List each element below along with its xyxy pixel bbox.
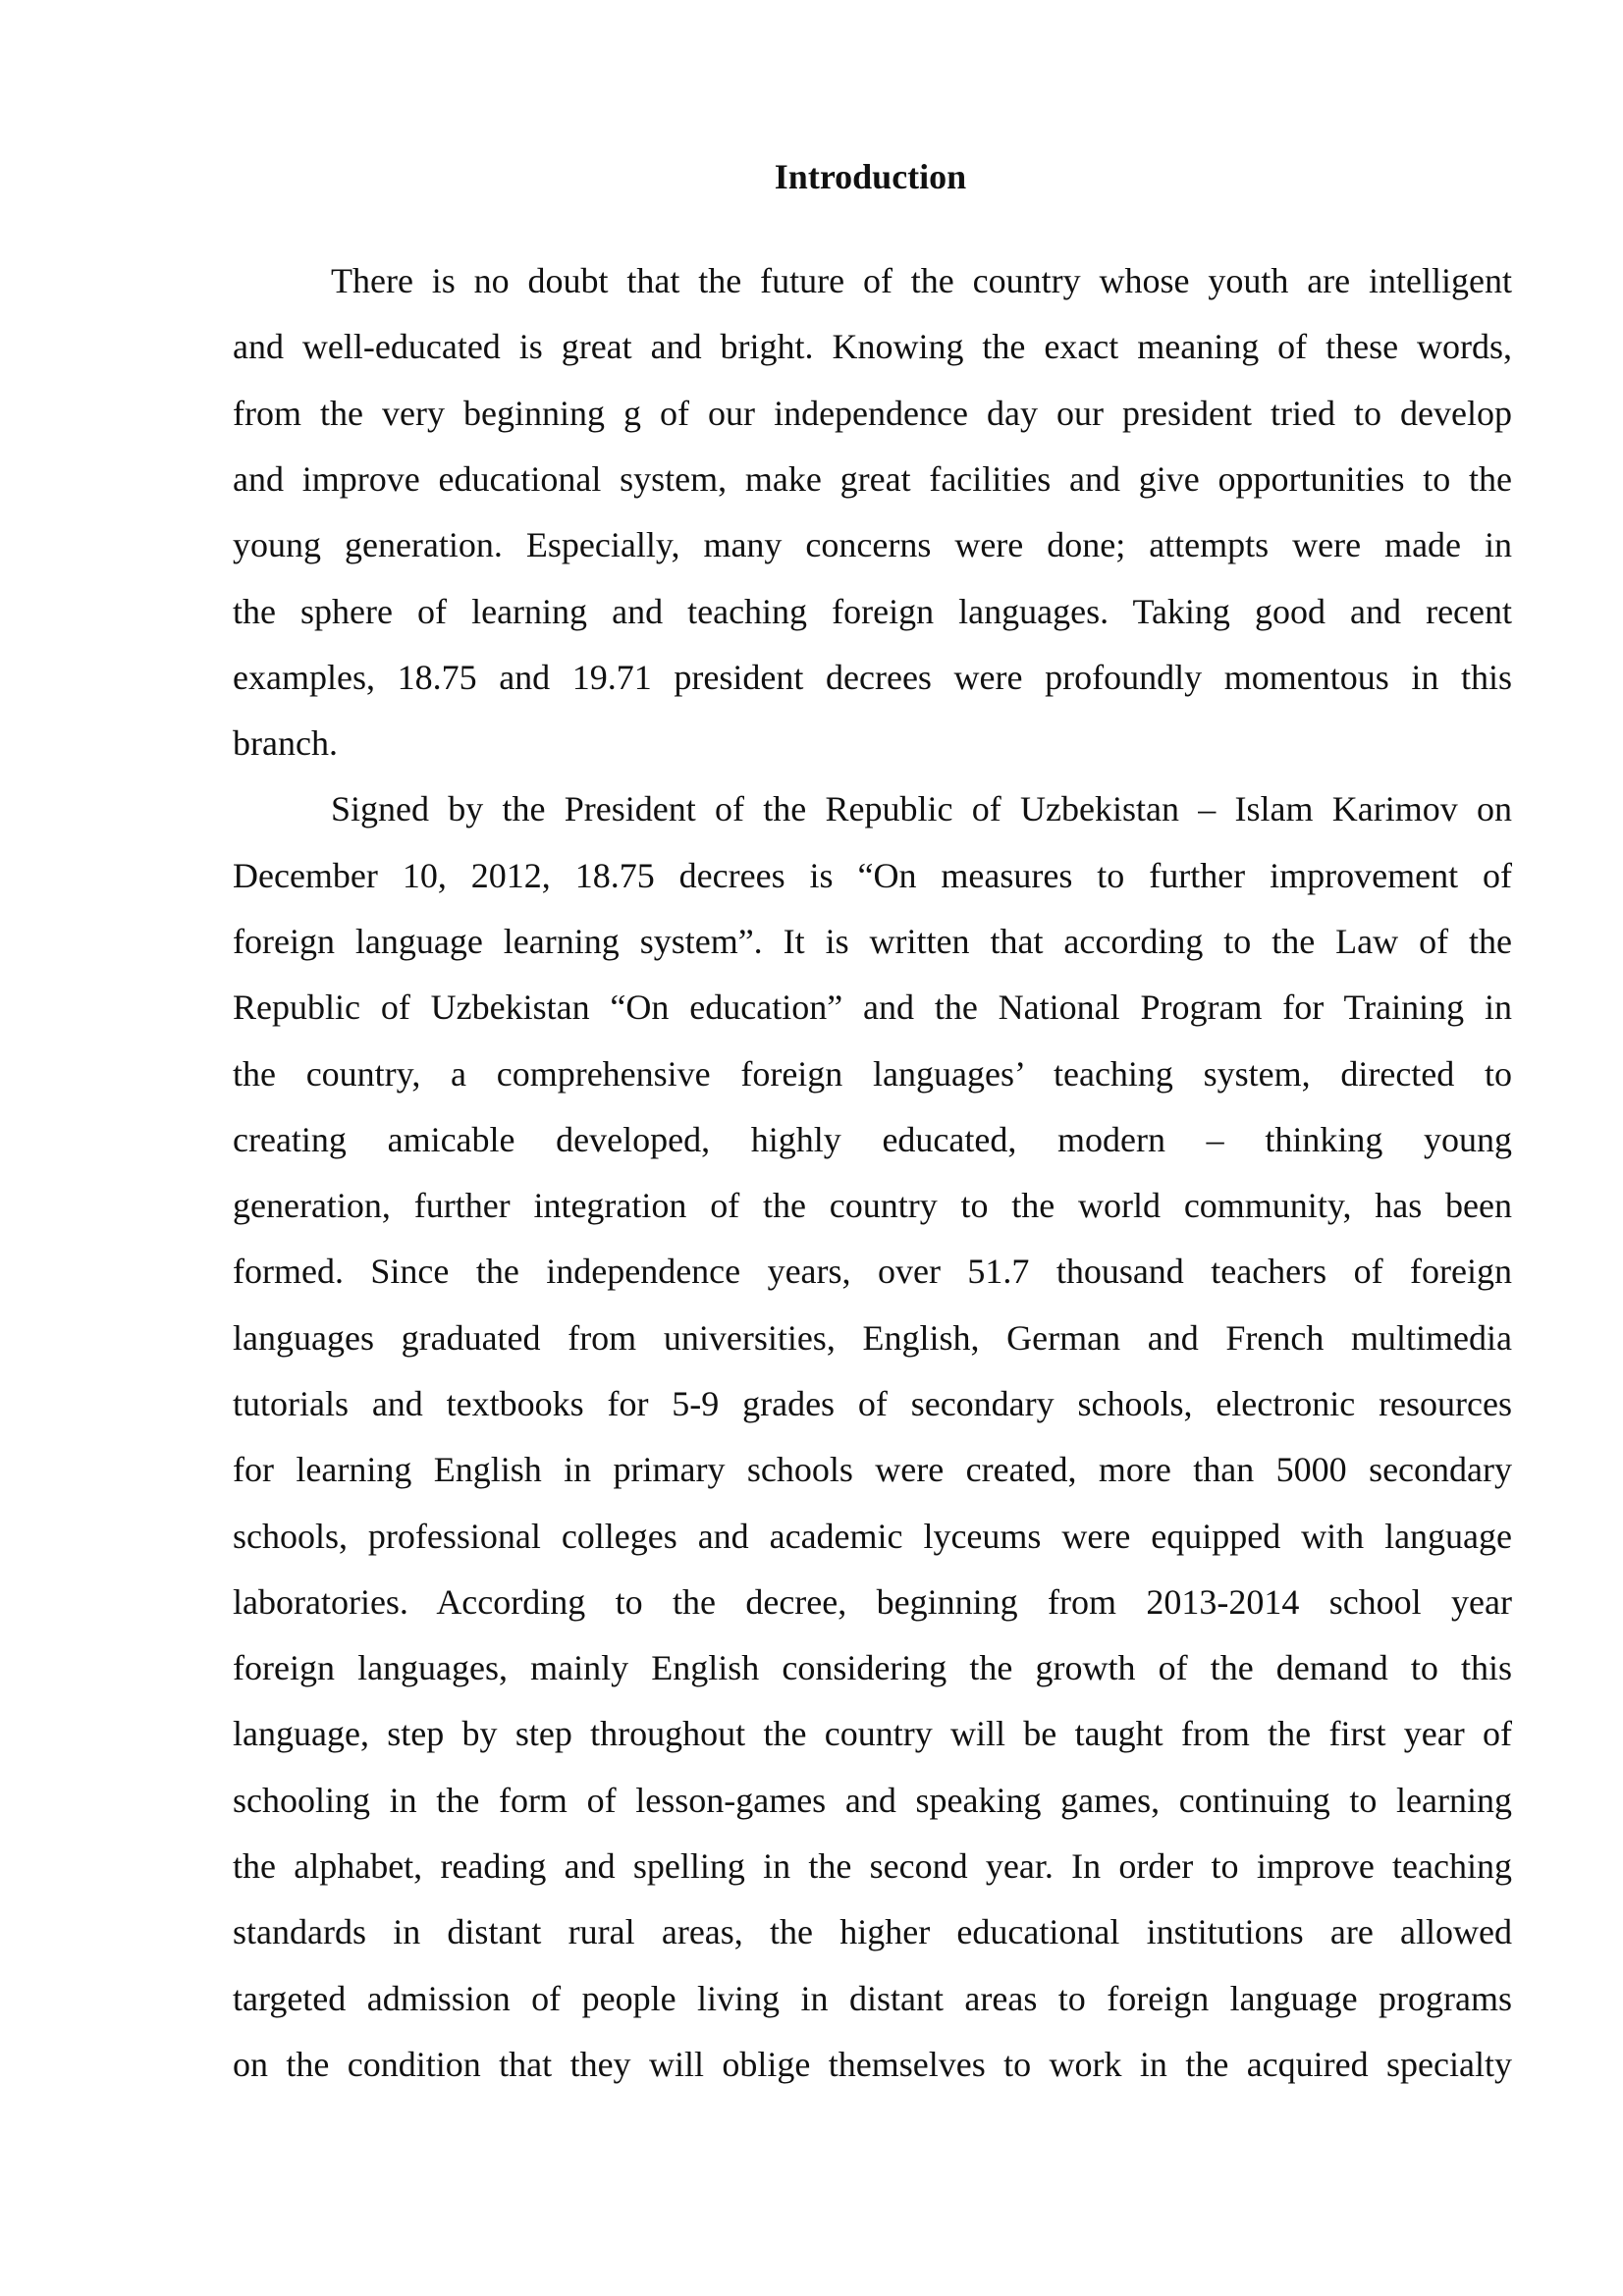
paragraph-2-line: creating amicable developed, highly educated, modern – thinking young: [233, 1120, 1512, 1159]
paragraph-2-line: languages graduated from universities, English, German and French multimedia: [233, 1318, 1512, 1358]
paragraph-2-line: generation, further integration of the country to the world community, has been: [233, 1186, 1512, 1225]
paragraph-2-line: schooling in the form of lesson-games and speaking games, continuing to learning: [233, 1781, 1512, 1820]
paragraph-1-line: and well-educated is great and bright. Knowing the exact meaning of these words,: [233, 327, 1512, 366]
paragraph-2-line: December 10, 2012, 18.75 decrees is “On measures to further improvement of: [233, 856, 1512, 895]
paragraph-1-line: branch.: [233, 723, 338, 763]
paragraph-2-line: Signed by the President of the Republic of Uzbekistan – Islam Karimov on: [331, 789, 1512, 828]
paragraph-2-line: for learning English in primary schools were created, more than 5000 secondary: [233, 1450, 1512, 1489]
paragraph-1-line: examples, 18.75 and 19.71 president decrees were profoundly momentous in this: [233, 658, 1512, 697]
paragraph-2-line: targeted admission of people living in distant areas to foreign language programs: [233, 1979, 1512, 2018]
paragraph-1-line: from the very beginning g of our independence day our president tried to develop: [233, 394, 1512, 433]
paragraph-2-line: the alphabet, reading and spelling in the second year. In order to improve teaching: [233, 1846, 1512, 1886]
paragraph-2-line: language, step by step throughout the country will be taught from the first year of: [233, 1714, 1512, 1753]
paragraph-1-line: the sphere of learning and teaching foreign languages. Taking good and recent: [233, 592, 1512, 631]
paragraph-2-line: laboratories. According to the decree, beginning from 2013-2014 school year: [233, 1582, 1512, 1622]
paragraph-2-line: foreign languages, mainly English considering the growth of the demand to this: [233, 1648, 1512, 1687]
paragraph-1-line: and improve educational system, make great facilities and give opportunities to the: [233, 459, 1512, 499]
page-title: Introduction: [774, 157, 967, 196]
paragraph-2-line: tutorials and textbooks for 5-9 grades of secondary schools, electronic resources: [233, 1384, 1512, 1423]
paragraph-2-line: schools, professional colleges and academic lyceums were equipped with language: [233, 1517, 1512, 1556]
paragraph-1-line: young generation. Especially, many concerns were done; attempts were made in: [233, 525, 1512, 564]
paragraph-1-line: There is no doubt that the future of the country whose youth are intelligent: [331, 261, 1512, 300]
paragraph-2-line: the country, a comprehensive foreign languages’ teaching system, directed to: [233, 1054, 1512, 1094]
paragraph-2-line: standards in distant rural areas, the higher educational institutions are allowed: [233, 1912, 1512, 1951]
paragraph-2-line: formed. Since the independence years, over 51.7 thousand teachers of foreign: [233, 1252, 1512, 1291]
paragraph-2-line: foreign language learning system”. It is written that according to the Law of the: [233, 922, 1512, 961]
paragraph-2-line: Republic of Uzbekistan “On education” and the National Program for Training in: [233, 988, 1512, 1027]
paragraph-2-line: on the condition that they will oblige themselves to work in the acquired specialty: [233, 2045, 1512, 2084]
